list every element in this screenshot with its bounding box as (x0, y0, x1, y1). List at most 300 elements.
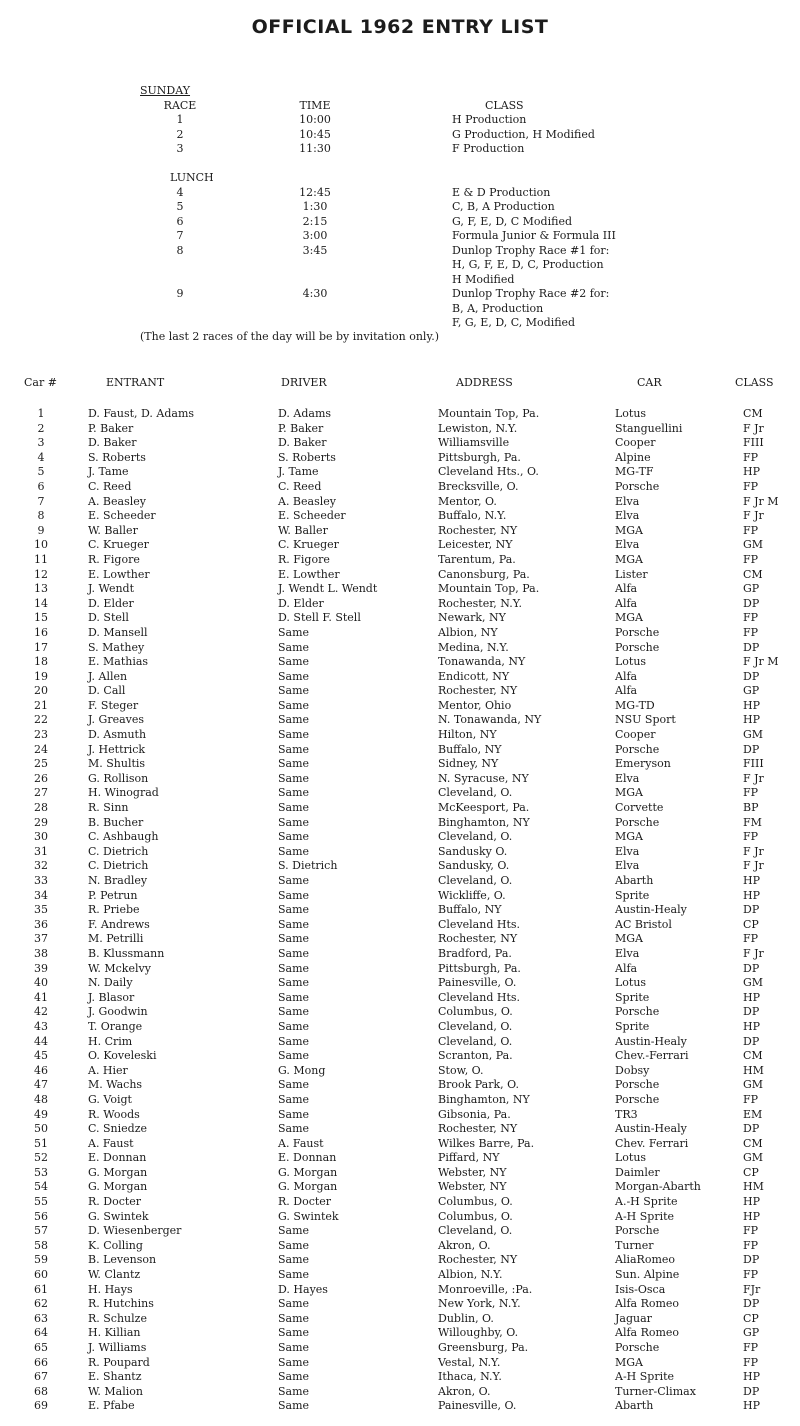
driver: Same (278, 698, 310, 712)
race-number: 6 (176, 214, 184, 228)
entrant: C. Krueger (88, 538, 149, 552)
class-code: FP (743, 625, 759, 639)
entrant: H. Killian (88, 1326, 141, 1340)
class-code: DP (743, 1005, 760, 1019)
race-class: E & D Production (452, 185, 551, 199)
car-number: 41 (34, 990, 48, 1004)
driver: Same (278, 1326, 310, 1340)
address: Dublin, O. (438, 1311, 494, 1325)
car-number: 21 (34, 698, 48, 712)
class-code: HM (743, 1063, 764, 1077)
entrant: M. Shultis (88, 757, 146, 771)
address: Wilkes Barre, Pa. (438, 1136, 535, 1150)
car-number: 30 (34, 830, 48, 844)
address: Cleveland, O. (438, 1019, 513, 1033)
class-code: GM (743, 1151, 764, 1165)
race-header: RACE (163, 98, 197, 112)
entrant: F. Steger (88, 698, 139, 712)
entrant: D. Mansell (88, 625, 148, 639)
class-code: DP (743, 669, 760, 683)
table-row (0, 1064, 800, 1079)
entrant: B. Levenson (88, 1253, 157, 1267)
car-model: Elva (615, 538, 640, 552)
address: Monroeville, :Pa. (438, 1282, 533, 1296)
entrant: R. Priebe (88, 903, 140, 917)
class-code: FP (743, 611, 759, 625)
address: Albion, NY (438, 625, 498, 639)
car-model: Alfa Romeo (615, 1297, 680, 1311)
car-number: 2 (37, 421, 45, 435)
car-model: Porsche (615, 1224, 660, 1238)
table-row (0, 874, 800, 889)
entrant: W. Baller (88, 523, 138, 537)
entrant: A. Beasley (88, 494, 146, 508)
class-code: HM (743, 1180, 764, 1194)
car-number: 3 (37, 436, 45, 450)
entrant: R. Figore (88, 552, 140, 566)
table-row (0, 655, 800, 670)
table-row (0, 816, 800, 831)
address: Cleveland, O. (438, 874, 513, 887)
entrant: E. Shantz (88, 1370, 142, 1384)
table-row (0, 1370, 800, 1385)
entrant: R. Woods (88, 1107, 140, 1121)
class-code: HP (743, 713, 760, 727)
address: Rochester, NY (438, 684, 518, 698)
driver: A. Beasley (278, 494, 336, 508)
driver: Same (278, 655, 310, 669)
address: Brook Park, O. (438, 1078, 520, 1092)
car-number: 69 (34, 1399, 48, 1413)
driver: Same (278, 903, 310, 917)
class-code: F Jr (743, 859, 764, 873)
driver: Same (278, 917, 310, 931)
entrant: H. Crim (88, 1034, 133, 1048)
address: Scranton, Pa. (438, 1049, 513, 1063)
race-class: G Production, H Modified (452, 127, 595, 141)
entrant: G. Voigt (88, 1092, 132, 1106)
address: Rochester, NY (438, 523, 518, 537)
driver: Same (278, 640, 310, 654)
driver: G. Mong (278, 1063, 326, 1077)
table-row (0, 1385, 800, 1400)
car-model: AC Bristol (615, 917, 672, 931)
car-number: 27 (34, 786, 48, 800)
table-row (0, 1399, 800, 1414)
address: Columbus, O. (438, 1005, 513, 1019)
car-model: Alfa (615, 596, 638, 610)
table-row (0, 1035, 800, 1050)
entrant: G. Morgan (88, 1165, 148, 1179)
entrant-header: ENTRANT (106, 376, 165, 389)
car-model: Elva (615, 494, 640, 508)
car-number: 11 (34, 552, 48, 566)
entrant: J. Greaves (88, 713, 145, 727)
table-row (0, 1283, 800, 1298)
driver: Same (278, 1311, 310, 1325)
entrant: W. Malion (88, 1384, 143, 1398)
driver: E. Lowther (278, 567, 340, 581)
entrant: E. Lowther (88, 567, 150, 581)
car-model: Porsche (615, 479, 660, 493)
driver: Same (278, 830, 310, 844)
race-class: F, G, E, D, C, Modified (452, 316, 576, 329)
car-model: Alpine (615, 450, 651, 464)
entrant: J. Williams (88, 1341, 147, 1354)
class-code: FP (743, 932, 759, 946)
car-model: MGA (615, 830, 643, 844)
car-number: 19 (34, 669, 48, 683)
address: Buffalo, N.Y. (438, 509, 507, 523)
driver: Same (278, 1341, 310, 1354)
car-model: Alfa (615, 669, 638, 683)
class-code: GM (743, 728, 764, 742)
address: Akron, O. (438, 1238, 491, 1252)
table-row (0, 568, 800, 583)
driver: Same (278, 961, 310, 975)
car-model: A-H Sprite (615, 1370, 675, 1384)
address: Mountain Top, Pa. (438, 407, 540, 420)
class-code: FP (743, 479, 759, 493)
driver: Same (278, 786, 310, 800)
table-row (0, 801, 800, 816)
table-row (0, 976, 800, 991)
car-number: 28 (34, 801, 48, 815)
car-model: Porsche (615, 1092, 660, 1106)
race-time: 10:00 (299, 113, 331, 126)
class-code: DP (743, 640, 760, 654)
address: Greensburg, Pa. (438, 1341, 529, 1354)
driver: Same (278, 888, 310, 902)
car-number: 39 (34, 961, 48, 975)
driver: Same (278, 1399, 310, 1413)
table-row (0, 1356, 800, 1371)
class-code: HP (743, 990, 760, 1004)
car-number: 22 (34, 713, 48, 727)
car-model: Cooper (615, 728, 656, 742)
car-model: Elva (615, 844, 640, 858)
car-model: Porsche (615, 1341, 660, 1354)
table-row (0, 1239, 800, 1254)
car-model: Lotus (615, 655, 647, 669)
car-number: 33 (34, 874, 48, 887)
entrant: E. Mathias (88, 655, 149, 669)
car-number: 8 (37, 509, 45, 523)
car-model: Porsche (615, 640, 660, 654)
car-model: Lotus (615, 1151, 647, 1165)
car-model: Jaguar (615, 1311, 652, 1325)
car-model: Sun. Alpine (615, 1268, 680, 1282)
table-row (0, 728, 800, 743)
race-class: F Production (452, 142, 525, 155)
class-code: DP (743, 961, 760, 975)
address: Piffard, NY (438, 1151, 500, 1165)
car-number: 43 (34, 1019, 48, 1033)
address: Sandusky, O. (438, 859, 510, 873)
race-number: 3 (176, 142, 184, 155)
table-row (0, 465, 800, 480)
car-model: Turner (615, 1238, 654, 1252)
class-code: F Jr (743, 509, 764, 523)
class-code: FP (743, 1355, 759, 1369)
race-number: 5 (176, 200, 184, 213)
race-number: 2 (176, 127, 184, 141)
class-code: BP (743, 801, 759, 815)
table-row (0, 1326, 800, 1341)
car-number: 35 (34, 903, 48, 917)
car-number-header: Car # (24, 376, 57, 389)
table-row (0, 1180, 800, 1195)
table-row (0, 1253, 800, 1268)
entrant: D. Elder (88, 596, 134, 610)
car-model: Porsche (615, 1005, 660, 1019)
table-row (0, 859, 800, 874)
address: Mountain Top, Pa. (438, 582, 540, 596)
address: Pittsburgh, Pa. (438, 450, 521, 464)
car-number: 42 (34, 1005, 48, 1019)
entrant: G. Swintek (88, 1209, 149, 1223)
address: Sandusky O. (438, 844, 508, 858)
driver: E. Scheeder (278, 509, 346, 523)
car-number: 40 (34, 976, 48, 990)
car-model: MGA (615, 611, 643, 625)
race-time: 11:30 (299, 142, 331, 155)
driver: Same (278, 932, 310, 946)
driver: Same (278, 757, 310, 771)
address: Cleveland, O. (438, 830, 513, 844)
car-model: MGA (615, 932, 643, 946)
car-number: 59 (34, 1253, 48, 1267)
entrant: R. Sinn (88, 801, 129, 815)
driver: G. Swintek (278, 1209, 339, 1223)
entrant: H. Hays (88, 1282, 133, 1296)
class-code: FP (743, 1238, 759, 1252)
car-number: 32 (34, 859, 48, 873)
class-code: CM (743, 1049, 763, 1063)
car-model: Sprite (615, 1019, 650, 1033)
entrant: C. Reed (88, 479, 132, 493)
driver: Same (278, 976, 310, 990)
class-code: FM (743, 815, 762, 829)
car-number: 14 (34, 596, 48, 610)
driver: Same (278, 1253, 310, 1267)
driver: G. Morgan (278, 1165, 338, 1179)
class-code: FP (743, 786, 759, 800)
driver: G. Morgan (278, 1180, 338, 1194)
entrant: R. Docter (88, 1195, 142, 1209)
car-model: A-H Sprite (615, 1209, 675, 1223)
driver: Same (278, 1019, 310, 1033)
address: Bradford, Pa. (438, 946, 512, 960)
car-number: 48 (34, 1092, 48, 1106)
entry-table (0, 407, 800, 1414)
address: Endicott, NY (438, 669, 510, 683)
class-code: FIII (743, 436, 764, 450)
entrant: J. Goodwin (88, 1005, 148, 1019)
class-code: DP (743, 1297, 760, 1311)
address: Webster, NY (438, 1165, 507, 1179)
entrant: G. Morgan (88, 1180, 148, 1194)
address-header: ADDRESS (456, 376, 513, 389)
address: N. Tonawanda, NY (438, 713, 542, 727)
car-number: 51 (34, 1136, 48, 1150)
car-model: Porsche (615, 742, 660, 756)
entrant: C. Sniedze (88, 1122, 148, 1136)
address: Willoughby, O. (438, 1326, 519, 1340)
class-code: DP (743, 596, 760, 610)
table-row (0, 1297, 800, 1312)
car-model: Lotus (615, 976, 647, 990)
car-number: 68 (34, 1384, 48, 1398)
address: Cleveland, O. (438, 786, 513, 800)
driver: Same (278, 728, 310, 742)
car-model: Elva (615, 946, 640, 960)
car-model: TR3 (615, 1107, 638, 1121)
driver: C. Reed (278, 479, 322, 493)
driver: C. Krueger (278, 538, 339, 552)
entrant: R. Poupard (88, 1355, 150, 1369)
car-model: Morgan-Abarth (615, 1180, 701, 1194)
class-code: CM (743, 567, 763, 581)
table-row (0, 436, 800, 451)
address: Cleveland Hts., O. (438, 465, 539, 479)
entrant: F. Andrews (88, 917, 150, 931)
car-number: 66 (34, 1355, 48, 1369)
table-row (0, 1020, 800, 1035)
car-model: Porsche (615, 1078, 660, 1092)
address: Ithaca, N.Y. (438, 1370, 502, 1384)
address: Buffalo, NY (438, 742, 502, 756)
driver: W. Baller (278, 523, 328, 537)
address: Akron, O. (438, 1384, 491, 1398)
race-class: H Production (452, 113, 527, 126)
entrant: R. Schulze (88, 1311, 147, 1325)
race-class: B, A, Production (452, 301, 544, 315)
address: Pittsburgh, Pa. (438, 961, 521, 975)
address: New York, N.Y. (438, 1297, 521, 1311)
driver: D. Elder (278, 596, 324, 610)
driver: Same (278, 801, 310, 815)
table-row (0, 786, 800, 801)
race-time: 4:30 (302, 287, 328, 300)
class-code: HP (743, 888, 760, 902)
entrant: D. Faust, D. Adams (88, 407, 195, 420)
time-header: TIME (299, 98, 331, 112)
address: McKeesport, Pa. (438, 801, 530, 815)
table-row (0, 480, 800, 495)
entrant: P. Baker (88, 421, 134, 435)
address: Sidney, NY (438, 757, 499, 771)
class-code: CP (743, 917, 759, 931)
car-number: 61 (34, 1282, 48, 1296)
class-code: FP (743, 1224, 759, 1238)
table-row (0, 1151, 800, 1166)
address: Williamsville (438, 436, 510, 450)
table-row (0, 1166, 800, 1181)
entrant: M. Petrilli (88, 932, 144, 946)
table-row (0, 1195, 800, 1210)
driver: Same (278, 669, 310, 683)
car-number: 23 (34, 728, 48, 742)
address: Binghamton, NY (438, 815, 530, 829)
table-row (0, 1078, 800, 1093)
address: Gibsonia, Pa. (438, 1107, 511, 1121)
entrant: B. Klussmann (88, 946, 165, 960)
driver: J. Wendt L. Wendt (278, 582, 378, 596)
car-number: 17 (34, 640, 48, 654)
car-number: 1 (37, 407, 45, 420)
table-row (0, 626, 800, 641)
class-code: FP (743, 552, 759, 566)
class-code: HP (743, 1399, 760, 1413)
driver: Same (278, 874, 310, 887)
driver: Same (278, 1005, 310, 1019)
table-row (0, 991, 800, 1006)
driver: Same (278, 815, 310, 829)
table-row (0, 495, 800, 510)
address: Newark, NY (438, 611, 506, 625)
table-row (0, 1108, 800, 1123)
address: Vestal, N.Y. (438, 1355, 501, 1369)
table-row (0, 1268, 800, 1283)
driver: S. Dietrich (278, 859, 338, 873)
car-number: 5 (37, 465, 45, 479)
class-code: HP (743, 1195, 760, 1209)
car-model: Porsche (615, 815, 660, 829)
race-number: 9 (176, 287, 184, 300)
address: Binghamton, NY (438, 1092, 530, 1106)
class-code: F Jr (743, 421, 764, 435)
entrant: M. Wachs (88, 1078, 143, 1092)
car-model: Alfa Romeo (615, 1326, 680, 1340)
entrant: D. Baker (88, 436, 137, 450)
table-row (0, 743, 800, 758)
entrant: R. Hutchins (88, 1297, 154, 1311)
class-code: CP (743, 1165, 759, 1179)
car-number: 36 (34, 917, 48, 931)
table-row (0, 641, 800, 656)
address: Rochester, NY (438, 1122, 518, 1136)
car-number: 29 (34, 815, 48, 829)
entrant: E. Pfabe (88, 1399, 135, 1413)
class-code: GM (743, 1078, 764, 1092)
car-number: 7 (37, 494, 45, 508)
car-model: Elva (615, 509, 640, 523)
class-code: F Jr (743, 771, 764, 785)
driver: Same (278, 1107, 310, 1121)
table-row (0, 582, 800, 597)
table-row (0, 918, 800, 933)
class-code: FJr (743, 1282, 761, 1296)
driver: Same (278, 1034, 310, 1048)
car-model: Turner-Climax (615, 1384, 696, 1398)
race-class: G, F, E, D, C Modified (452, 214, 572, 228)
driver: Same (278, 1238, 310, 1252)
driver: Same (278, 990, 310, 1004)
car-model: MGA (615, 786, 643, 800)
address: Painesville, O. (438, 976, 517, 990)
entrant: S. Mathey (88, 640, 145, 654)
address: Mentor, O. (438, 494, 497, 508)
entrant: J. Hettrick (88, 742, 146, 756)
table-row (0, 1312, 800, 1327)
race-time: 12:45 (299, 185, 331, 199)
driver: A. Faust (278, 1136, 324, 1150)
class-code: GM (743, 538, 764, 552)
class-header: CLASS (735, 376, 774, 389)
table-row (0, 932, 800, 947)
table-row (0, 670, 800, 685)
